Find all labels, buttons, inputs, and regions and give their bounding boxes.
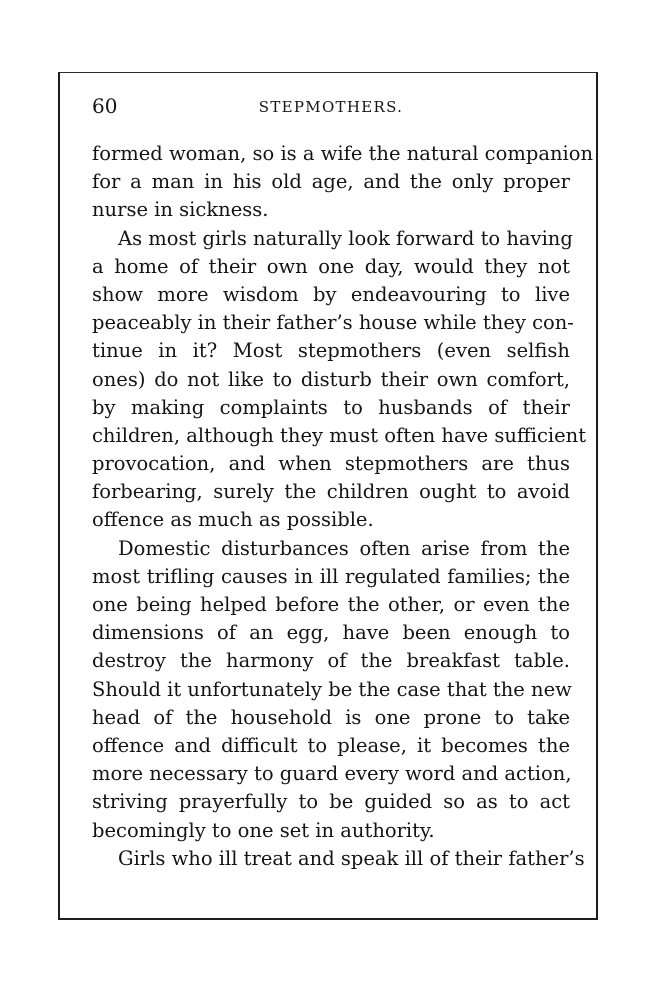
running-title: STEPMOTHERS. [258, 98, 404, 116]
text-line: striving prayerfully to be guided so as to act [92, 790, 570, 814]
text-line: forbearing, surely the children ought to avoid [92, 480, 570, 504]
text-line: provocation, and when stepmothers are thus [92, 452, 570, 476]
text-line: by making complaints to husbands of their [92, 395, 570, 419]
text-line: formed woman, so is a wife the natural companion [92, 142, 594, 165]
text-line: peaceably in their father’s house while they con- [92, 311, 574, 335]
text-line: Domestic disturbances often arise from the [118, 536, 570, 560]
text-line: offence and difficult to please, it becomes the [92, 733, 570, 757]
text-line: head of the household is one prone to take [92, 705, 570, 729]
text-line: offence as much as possible. [92, 508, 374, 532]
text-line: dimensions of an egg, have been enough to [92, 621, 570, 645]
text-line: one being helped before the other, or even the [92, 593, 570, 616]
text-line: children, although they must often have sufficient [92, 423, 587, 447]
text-line: Girls who ill treat and speak ill of their father’s [118, 846, 585, 870]
text-line: for a man in his old age, and the only proper [92, 170, 570, 194]
text-line: show more wisdom by endeavouring to live [92, 282, 570, 306]
text-line: As most girls naturally look forward to having [118, 226, 573, 250]
body-text [92, 140, 594, 873]
page-header [92, 92, 570, 124]
text-line: Should it unfortunately be the case that the new [92, 677, 572, 701]
page-number: 60 [92, 94, 118, 118]
text-line: most trifling causes in ill regulated families; the [92, 564, 570, 588]
text-line: destroy the harmony of the breakfast table. [92, 649, 570, 673]
text-line: more necessary to guard every word and action, [92, 762, 572, 786]
text-line: nurse in sickness. [92, 198, 269, 222]
text-line: tinue in it? Most stepmothers (even selfish [92, 339, 570, 363]
text-line: a home of their own one day, would they not [92, 254, 570, 278]
text-line: becomingly to one set in authority. [92, 818, 435, 842]
text-line: ones) do not like to disturb their own comfort, [92, 367, 570, 391]
